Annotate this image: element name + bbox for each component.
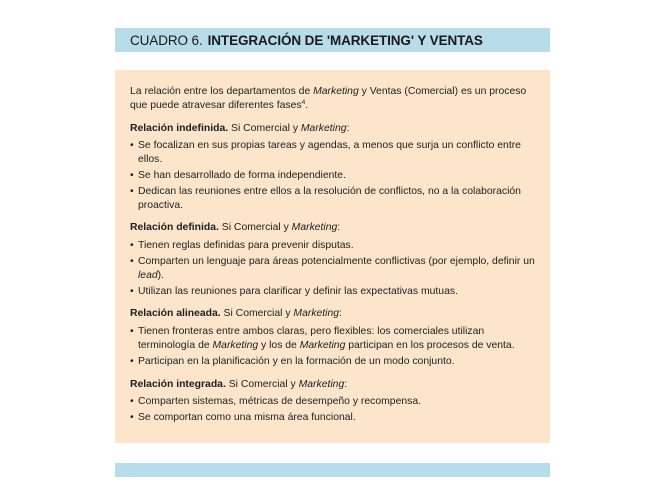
- bullet-list: [130, 239, 538, 298]
- box-title: INTEGRACIÓN DE 'MARKETING' Y VENTAS: [207, 32, 483, 48]
- item-italic-2: Marketing: [299, 339, 346, 351]
- section-heading: [130, 122, 538, 136]
- list-item: [130, 325, 538, 353]
- content-box: [115, 70, 550, 443]
- list-item: [130, 255, 538, 283]
- list-item: • Se comportan como una misma área funcional.: [130, 411, 538, 425]
- item-italic: lead: [138, 269, 158, 281]
- section-heading: [130, 378, 538, 392]
- section-lead-b: :: [339, 308, 342, 320]
- bullet-list: [130, 395, 538, 425]
- section-lead-b: :: [346, 122, 350, 134]
- section-lead-b: :: [344, 378, 348, 390]
- item-text-b: y los de: [258, 339, 300, 351]
- bullet-list: [130, 139, 538, 212]
- section-heading: [130, 307, 538, 321]
- section-lead-italic: Marketing: [300, 122, 347, 134]
- box-title-bar: [115, 28, 550, 52]
- box-label: CUADRO 6.: [130, 32, 203, 48]
- section-relacion-integrada: [130, 378, 538, 425]
- list-item: • Comparten sistemas, métricas de desempeño y recompensa.: [130, 395, 538, 409]
- item-text-b: ).: [157, 269, 165, 281]
- intro-text-c: .: [305, 99, 309, 111]
- intro-text-b: y Ventas (Comercial) es un proceso que puede atravesar diferentes fases: [130, 86, 527, 111]
- section-lead-italic: Marketing: [298, 378, 345, 390]
- list-item: • Tienen reglas definidas para prevenir disputas.: [130, 239, 538, 253]
- item-italic: Marketing: [212, 339, 259, 351]
- list-item: • Se han desarrollado de forma independiente.: [130, 169, 538, 183]
- footnote-marker: 4: [301, 98, 306, 106]
- section-title: Relación integrada.: [130, 378, 226, 390]
- intro-paragraph: [130, 85, 538, 113]
- item-text-a: Comparten un lenguaje para áreas potencialmente conflictivas (por ejemplo, definir un: [138, 255, 535, 267]
- list-item: • Se focalizan en sus propias tareas y agendas, a menos que surja un conflicto entre ellos.: [130, 139, 538, 167]
- list-item: • Dedican las reuniones entre ellos a la resolución de conflictos, no a la colaboración proactiva.: [130, 185, 538, 213]
- item-text-a: Tienen fronteras entre ambos claras, pero flexibles: los comerciales utilizan terminología de: [138, 326, 485, 351]
- section-lead-italic: Marketing: [293, 308, 340, 320]
- list-item: • Utilizan las reuniones para clarificar y definir las expectativas mutuas.: [130, 285, 538, 299]
- section-title: Relación definida.: [130, 222, 219, 234]
- section-relacion-indefinida: [130, 122, 538, 213]
- section-title: Relación indefinida.: [130, 122, 229, 134]
- section-title: Relación alineada.: [130, 308, 221, 320]
- box-footer-bar: [115, 463, 550, 477]
- section-relacion-alineada: [130, 307, 538, 368]
- section-lead-b: :: [337, 222, 341, 234]
- section-heading: [130, 221, 538, 235]
- section-lead-a: Si Comercial y: [218, 222, 292, 234]
- list-item: • Participan en la planificación y en la formación de un modo conjunto.: [130, 355, 538, 369]
- section-lead-a: Si Comercial y: [228, 122, 301, 134]
- section-relacion-definida: [130, 221, 538, 298]
- bullet-list: [130, 325, 538, 368]
- section-lead-a: Si Comercial y: [220, 308, 294, 320]
- section-lead-a: Si Comercial y: [225, 378, 299, 390]
- intro-italic: Marketing: [313, 86, 359, 97]
- section-lead-italic: Marketing: [291, 222, 338, 234]
- intro-text-a: La relación entre los departamentos de: [130, 86, 314, 97]
- item-text-c: participan en los procesos de venta.: [345, 339, 515, 351]
